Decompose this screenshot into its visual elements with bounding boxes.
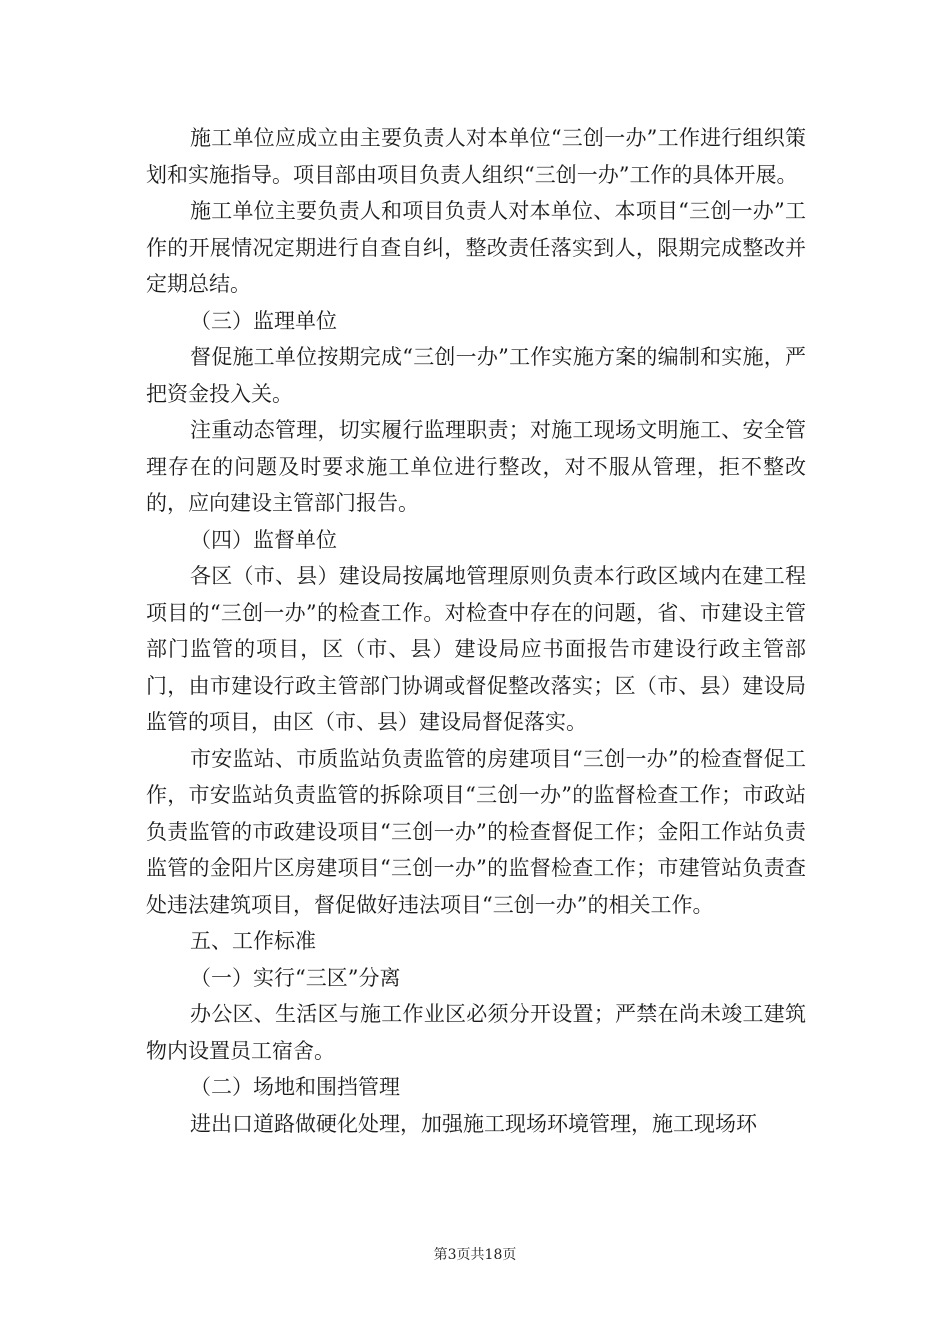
subsection-heading-three-zones: （一）实行“三区”分离	[190, 965, 401, 990]
paragraph-5: 各区（市、县）建设局按属地管理原则负责本行政区域内在建工程项目的“三创一办”的检查工作。对检查中存在的问题，省、市建设主管部门监管的项目，区（市、县）建设局应书面报告市建设行政主管部门，由市建设行政主管部门协调或督促整改落实；区（市、县）建设局监管的项目，由区（市、县）建设局督促落实。	[146, 564, 806, 734]
document-body	[146, 120, 806, 1142]
section-heading-oversight-unit: （四）监督单位	[190, 527, 337, 552]
paragraph-1: 施工单位应成立由主要负责人对本单位“三创一办”工作进行组织策划和实施指导。项目部由项目负责人组织“三创一办”工作的具体开展。	[146, 126, 806, 187]
subsection-heading-site-enclosure: （二）场地和围挡管理	[190, 1075, 400, 1099]
paragraph-6: 市安监站、市质监站负责监管的房建项目“三创一办”的检查督促工作，市安监站负责监管的拆除项目“三创一办”的监督检查工作；市政站负责监管的市政建设项目“三创一办”的检查督促工作；金阳工作站负责监管的金阳片区房建项目“三创一办”的监督检查工作；市建管站负责查处违法建筑项目，督促做好违法项目“三创一办”的相关工作。	[146, 746, 806, 917]
section-heading-work-standards: 五、工作标准	[190, 929, 316, 953]
paragraph-4: 注重动态管理，切实履行监理职责；对施工现场文明施工、安全管理存在的问题及时要求施工单位进行整改，对不服从管理，拒不整改的，应向建设主管部门报告。	[146, 418, 806, 515]
paragraph-2: 施工单位主要负责人和项目负责人对本单位、本项目“三创一办”工作的开展情况定期进行自查自纠，整改责任落实到人，限期完成整改并定期总结。	[146, 199, 806, 296]
paragraph-7: 办公区、生活区与施工作业区必须分开设置；严禁在尚未竣工建筑物内设置员工宿舍。	[146, 1002, 806, 1063]
section-heading-supervision-unit: （三）监理单位	[190, 308, 337, 333]
page-number: 第3页共18页	[433, 1247, 517, 1263]
paragraph-8: 进出口道路做硬化处理，加强施工现场环境管理，施工现场环	[190, 1111, 757, 1136]
paragraph-3: 督促施工单位按期完成“三创一办”工作实施方案的编制和实施，严把资金投入关。	[146, 345, 806, 406]
